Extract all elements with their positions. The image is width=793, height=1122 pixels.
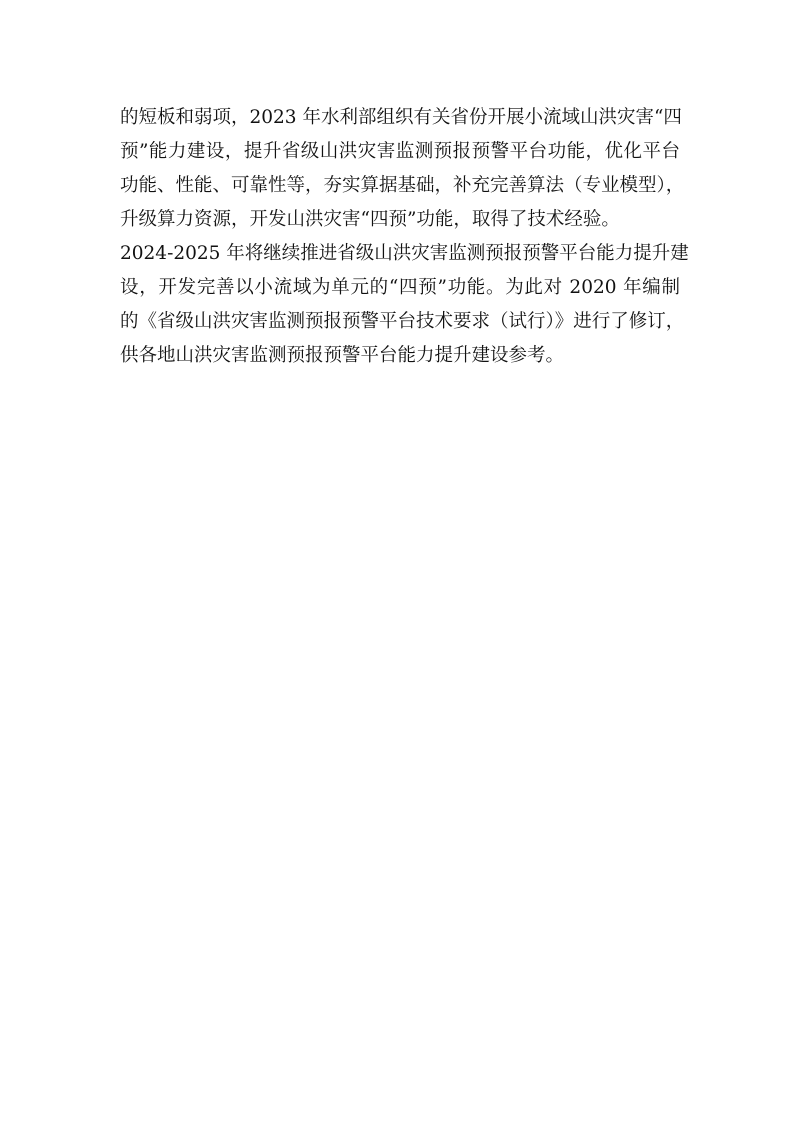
paragraph-line: 2024-2025 年将继续推进省级山洪灾害监测预报预警平台能力提升建 [120,243,689,264]
paragraph-line: 功能、性能、可靠性等，夯实算据基础，补充完善算法（专业模型）， [120,175,685,196]
paragraph-line: 升级算力资源，开发山洪灾害“四预”功能，取得了技术经验。 [120,209,620,230]
paragraph-line: 的短板和弱项，2023 年水利部组织有关省份开展小流域山洪灾害“四 [120,107,682,128]
paragraph-line: 供各地山洪灾害监测预报预警平台能力提升建设参考。 [120,345,565,366]
body-paragraph [120,101,689,373]
paragraph-line: 预”能力建设，提升省级山洪灾害监测预报预警平台功能，优化平台 [120,141,680,162]
paragraph-line: 设，开发完善以小流域为单元的“四预”功能。为此对 2020 年编制 [120,277,680,298]
paragraph-line: 的《省级山洪灾害监测预报预警平台技术要求（试行）》进行了修订， [120,311,685,332]
